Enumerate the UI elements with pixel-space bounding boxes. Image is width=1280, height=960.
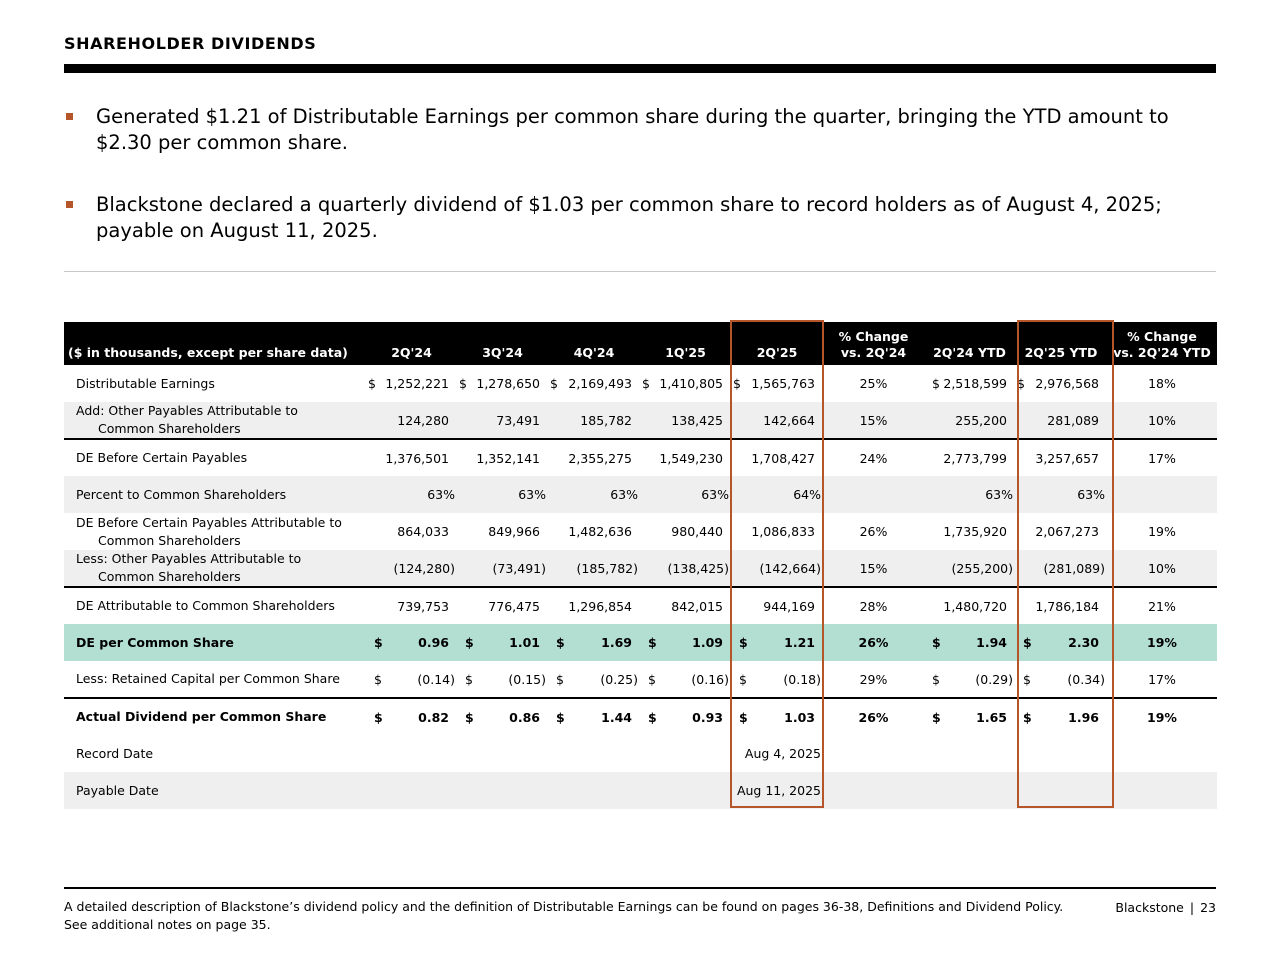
header-cell: 1Q'25 xyxy=(665,345,706,360)
table-row: Actual Dividend per Common Share $ 0.82 $ 0.86 $ 1.44 $ 0.93 $ 1.03 26% $ 1.65 $ 1.96 19% xyxy=(64,698,1217,735)
bullet-item xyxy=(64,192,1216,244)
divider xyxy=(64,271,1216,272)
row-label: Record Date xyxy=(76,745,154,761)
header-cell: 4Q'24 xyxy=(573,345,615,360)
row-label: Less: Other Payables Attributable to Common Shareholders xyxy=(64,550,366,587)
row-label: DE Before Certain Payables xyxy=(76,450,248,465)
row-label: Percent to Common Shareholders xyxy=(76,486,287,502)
table-row: DE Attributable to Common Shareholders 739,753 776,475 1,296,854 842,015 944,169 28% 1,480,720 1,786,184 21% xyxy=(64,587,1217,624)
payable-date: Aug 11, 2025 xyxy=(736,783,821,798)
header-label: ($ in thousands, except per share data) xyxy=(68,345,348,360)
table-row: Less: Retained Capital per Common Share $ (0.14) $ (0.15) $ (0.25) $ (0.16) $ (0.18) 29% $ (0.29) $ (0.34) 17% xyxy=(64,661,1217,698)
bullet-text: Generated $1.21 of Distributable Earnings per common share during the quarter, bringing the YTD amount to $2.30 per common share. xyxy=(96,105,1169,154)
row-label: DE Before Certain Payables Attributable to Common Shareholders xyxy=(76,514,342,548)
table-row: DE Before Certain Payables 1,376,501 1,352,141 2,355,275 1,549,230 1,708,427 24% 2,773,799 3,257,657 17% xyxy=(64,439,1217,476)
header-cell: 2Q'25 xyxy=(756,345,798,360)
brand-name: Blackstone xyxy=(1115,900,1184,915)
header-cell: 2Q'25 YTD xyxy=(1024,345,1098,360)
row-label: DE Attributable to Common Shareholders xyxy=(76,598,335,613)
header-cell: 2Q'24 xyxy=(391,345,432,360)
row-label: Payable Date xyxy=(76,782,159,798)
page-number: 23 xyxy=(1200,900,1216,915)
table-row-highlight: DE per Common Share $ 0.96 $ 1.01 $ 1.69 $ 1.09 $ 1.21 26% $ 1.94 $ 2.30 19% xyxy=(64,624,1217,661)
bullet-text: Blackstone declared a quarterly dividend of $1.03 per common share to record holders as of August 4, 2025; payable on August 11, 2025. xyxy=(96,193,1162,242)
separator: | xyxy=(1189,900,1195,915)
table-row: Percent to Common Shareholders 63% 63% 63% 63% 64% 63% 63% xyxy=(64,476,1217,513)
dividend-table xyxy=(64,322,1217,809)
footer-rule xyxy=(64,887,1216,889)
table-row xyxy=(64,772,1217,809)
record-date: Aug 4, 2025 xyxy=(744,746,821,761)
row-label: Distributable Earnings xyxy=(76,375,215,391)
footnote-line: See additional notes on page 35. xyxy=(64,917,271,932)
table-header-row xyxy=(64,322,1217,365)
table-row xyxy=(64,735,1217,772)
footer-brand xyxy=(1115,900,1216,915)
footnote xyxy=(64,898,1104,934)
page-title: SHAREHOLDER DIVIDENDS xyxy=(64,34,317,53)
header-cell: 3Q'24 xyxy=(482,345,523,360)
bullet-item xyxy=(64,104,1216,156)
row-label: DE per Common Share xyxy=(76,634,234,650)
footnote-line: A detailed description of Blackstone’s dividend policy and the definition of Distributable Earnings can be found on pages 36-38, Definitions and Dividend Policy. xyxy=(64,899,1064,914)
square-bullet-icon xyxy=(66,201,73,208)
title-rule xyxy=(64,64,1216,73)
header-cell: % Change vs. 2Q'24 YTD xyxy=(1113,329,1211,360)
bullet-list xyxy=(64,104,1216,280)
row-label: Less: Retained Capital per Common Share xyxy=(64,661,366,698)
table-row: Add: Other Payables Attributable to Common Shareholders 124,280 73,491 185,782 138,425 142,664 15% 255,200 281,089 10% xyxy=(64,402,1217,439)
row-label: Add: Other Payables Attributable to Common Shareholders xyxy=(64,402,366,439)
square-bullet-icon xyxy=(66,113,73,120)
table-row: Distributable Earnings $ 1,252,221 $ 1,278,650 $ 2,169,493 $ 1,410,805 $ 1,565,763 25% $ 2,518,599 $ 2,976,568 18% xyxy=(64,365,1217,402)
header-cell: % Change vs. 2Q'24 xyxy=(838,329,909,360)
header-cell: 2Q'24 YTD xyxy=(933,345,1006,360)
row-label: Actual Dividend per Common Share xyxy=(76,709,327,724)
table-row: Less: Other Payables Attributable to Common Shareholders (124,280) (73,491) (185,782) (138,425) (142,664) 15% (255,200) (281,089) 10% xyxy=(64,550,1217,587)
table-row: DE Before Certain Payables Attributable to Common Shareholders 864,033 849,966 1,482,636 980,440 1,086,833 26% 1,735,920 2,067,273 19% xyxy=(64,513,1217,550)
